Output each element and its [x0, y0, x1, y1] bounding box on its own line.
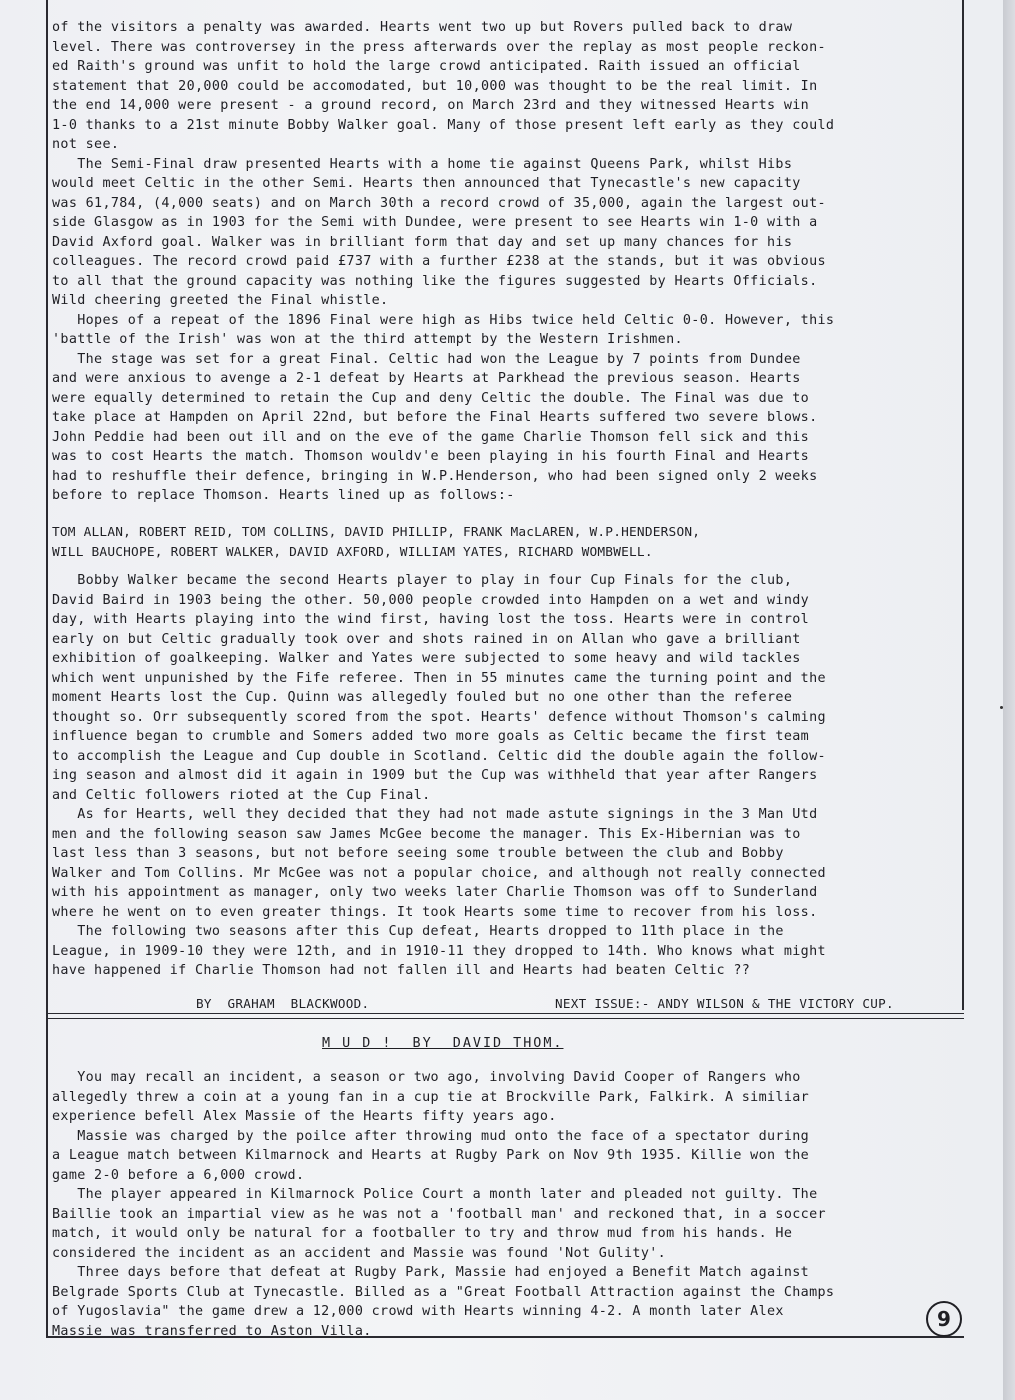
margin-mark: [1000, 706, 1003, 709]
section-divider: [46, 1013, 964, 1014]
section-divider-double: [46, 1018, 964, 1019]
article-body-top: of the visitors a penalty was awarded. Hearts went two up but Rovers pulled back to draw level. There was controversey in the press afterwards over the replay as most people reckon- ed Raith's ground was unfit to hold the large crowd anticipated. Raith issued an official statement that 20,000 could be accomodated, but 10,000 was thought to be the real limit. In the end 14,000 were present - a ground record, on March 23rd and they witnessed Hearts win 1-0 thanks to a 21st minute Bobby Walker goal. Many of those present left early as they could not see. The Semi-Final draw presented Hearts with a home tie against Queens Park, whilst Hibs would meet Celtic in the other Semi. Hearts then announced that Tynecastle's new capacity was 61,784, (4,000 seats) and on March 30th a record crowd of 35,000, again the largest out- side Glasgow as in 1903 for the Semi with Dundee, were present to see Hearts win 1-0 with a David Axford goal. Walker was in brilliant form that day and set up many chances for his colleagues. The record crowd paid £737 with a further £238 at the stands, but it was obvious to all that the ground capacity was nothing like the figures suggested by Hearts Officials. Wild cheering greeted the Final whistle. Hopes of a repeat of the 1896 Final were high as Hibs twice held Celtic 0-0. However, this 'battle of the Irish' was won at the third attempt by the Western Irishmen. The stage was set for a great Final. Celtic had won the League by 7 points from Dundee and were anxious to avenge a 2-1 defeat by Hearts at Parkhead the previous season. Hearts were equally determined to retain the Cup and deny Celtic the double. The Final was due to take place at Hampden on April 22nd, but before the Final Hearts suffered two severe blows. John Peddie had been out ill and on the eve of the game Charlie Thomson fell sick and this was to cost Hearts the match. Thomson wouldv'e been playing in his fourth Final and Hearts had to reshuffle their defence, bringing in W.P.Henderson, who had been signed only 2 weeks before to replace Thomson. Hearts lined up as follows:-: [52, 20, 835, 503]
page-edge: [1003, 0, 1015, 1400]
author-byline: BY GRAHAM BLACKWOOD.: [196, 996, 370, 1011]
article-body-continued: Bobby Walker became the second Hearts player to play in four Cup Finals for the club, David Baird in 1903 being the other. 50,000 people crowded into Hampden on a wet and windy day, with Hearts playing into the wind first, having lost the toss. Hearts were in control early on but Celtic gradually took over and shots rained in on Allan who gave a brilliant exhibition of goalkeeping. Walker and Yates were subjected to some heavy and wild tackles which went unpunished by the Fife referee. Then in 55 minutes came the turning point and the moment Hearts lost the Cup. Quinn was allegedly fouled but no one other than the referee thought so. Orr subsequently scored from the spot. Hearts' defence without Thomson's calming influence began to crumble and Somers added two more goals as Celtic became the first team to accomplish the League and Cup double in Scotland. Celtic did the double again the follow- ing season and almost did it again in 1909 but the Cup was withheld that year after Rangers and Celtic followers rioted at the Cup Final. As for Hearts, well they decided that they had not made astute signings in the 3 Man Utd men and the following season saw James McGee become the manager. This Ex-Hibernian was to last less than 3 seasons, but not before seeing some trouble between the club and Bobby Walker and Tom Collins. Mr McGee was not a popular choice, and although not really connected with his appointment as manager, only two weeks later Charlie Thomson was off to Sunderland where he went on to even greater things. It took Hearts some time to recover from his loss. The following two seasons after this Cup defeat, Hearts dropped to 11th place in the League, in 1909-10 they were 12th, and in 1910-11 they dropped to 14th. Who knows what might have happened if Charlie Thomson had not fallen ill and Hearts had beaten Celtic ??: [52, 573, 826, 978]
team-lineup: TOM ALLAN, ROBERT REID, TOM COLLINS, DAVID PHILLIP, FRANK MacLAREN, W.P.HENDERSON, WILL BAUCHOPE, ROBERT WALKER, DAVID AXFORD, WILLIAM YATES, RICHARD WOMBWELL.: [52, 525, 701, 560]
next-issue-note: NEXT ISSUE:- ANDY WILSON & THE VICTORY CUP.: [555, 996, 894, 1011]
mud-article-body: You may recall an incident, a season or two ago, involving David Cooper of Rangers who allegedly threw a coin at a young fan in a cup tie at Brockville Park, Falkirk. A similiar experience befell Alex Massie of the Hearts fifty years ago. Massie was charged by the poilce after throwing mud onto the face of a spectator during a League match between Kilmarnock and Hearts at Rugby Park on Nov 9th 1935. Killie won the game 2-0 before a 6,000 crowd. The player appeared in Kilmarnock Police Court a month later and pleaded not guilty. The Baillie took an impartial view as he was not a 'football man' and reckoned that, in a soccer match, it would only be natural for a footballer to try and throw mud from his hands. He considered the incident as an accident and Massie was found 'Not Gulity'. Three days before that defeat at Rugby Park, Massie had enjoyed a Benefit Match against Belgrade Sports Club at Tynecastle. Billed as a "Great Football Attraction against the Champs of Yugoslavia" the game drew a 12,000 crowd with Hearts winning 4-2. A month later Alex Massie was transferred to Aston Villa.: [52, 1070, 835, 1339]
mud-article-title: M U D ! BY DAVID THOM.: [322, 1036, 564, 1051]
page-number: 9: [926, 1301, 962, 1337]
